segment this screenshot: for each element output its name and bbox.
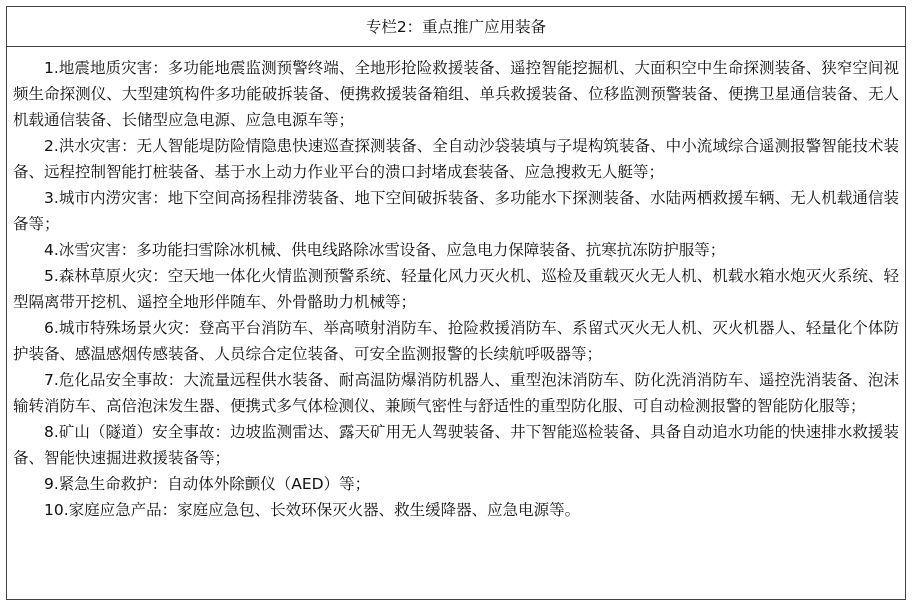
list-item-emergency-rescue: 9.紧急生命救护：自动体外除颤仪（AED）等； [44, 475, 371, 493]
list-item-flood: 2.洪水灾害：无人智能堤防险情隐患快速巡查探测装备、全自动沙袋装填与子堤构筑装备、中小流域综合遥测报警智能技术装备、远程控制智能打桩装备、基于水上动力作业平台的溃口封堵成套装备、应急搜救无人艇等； [13, 137, 899, 181]
list-item-forest-fire: 5.森林草原火灾：空天地一体化火情监测预警系统、轻量化风力灭火机、巡检及重载灭火无人机、机载水箱水炮灭火系统、轻型隔离带开挖机、遥控全地形伴随车、外骨骼助力机械等； [13, 267, 899, 311]
item-list [13, 55, 899, 523]
list-item-hazardous-chemicals: 7.危化品安全事故：大流量远程供水装备、耐高温防爆消防机器人、重型泡沫消防车、防化洗消消防车、遥控洗消装备、泡沫输转消防车、高倍泡沫发生器、便携式多气体检测仪、兼顾气密性与舒适性的重型防化服、可自动检测报警的智能防化服等； [13, 371, 899, 415]
list-item-urban-fire: 6.城市特殊场景火灾：登高平台消防车、举高喷射消防车、抢险救援消防车、系留式灭火无人机、灭火机器人、轻量化个体防护装备、感温感烟传感装备、人员综合定位装备、可安全监测报警的长续航呼吸器等； [13, 319, 899, 363]
list-item-urban-waterlogging: 3.城市内涝灾害：地下空间高扬程排涝装备、地下空间破拆装备、多功能水下探测装备、水陆两栖救援车辆、无人机载通信装备等； [13, 189, 899, 233]
column-title: 专栏2：重点推广应用装备 [7, 7, 905, 47]
list-item-ice-snow: 4.冰雪灾害：多功能扫雪除冰机械、供电线路除冰雪设备、应急电力保障装备、抗寒抗冻防护服等； [44, 241, 726, 259]
list-item-household: 10.家庭应急产品：家庭应急包、长效环保灭火器、救生缓降器、应急电源等。 [44, 501, 581, 519]
list-item-mine-tunnel: 8.矿山（隧道）安全事故：边坡监测雷达、露天矿用无人驾驶装备、井下智能巡检装备、具备自动追水功能的快速排水救援装备、智能快速掘进救援装备等； [13, 423, 899, 467]
list-item-earthquake: 1.地震地质灾害：多功能地震监测预警终端、全地形抢险救援装备、遥控智能挖掘机、大面积空中生命探测装备、狭窄空间视频生命探测仪、大型建筑构件多功能破拆装备、便携救援装备箱组、单兵救援装备、位移监测预警装备、便携卫星通信装备、无人机载通信装备、长储型应急电源、应急电源车等； [13, 59, 899, 129]
column-box [6, 6, 906, 600]
